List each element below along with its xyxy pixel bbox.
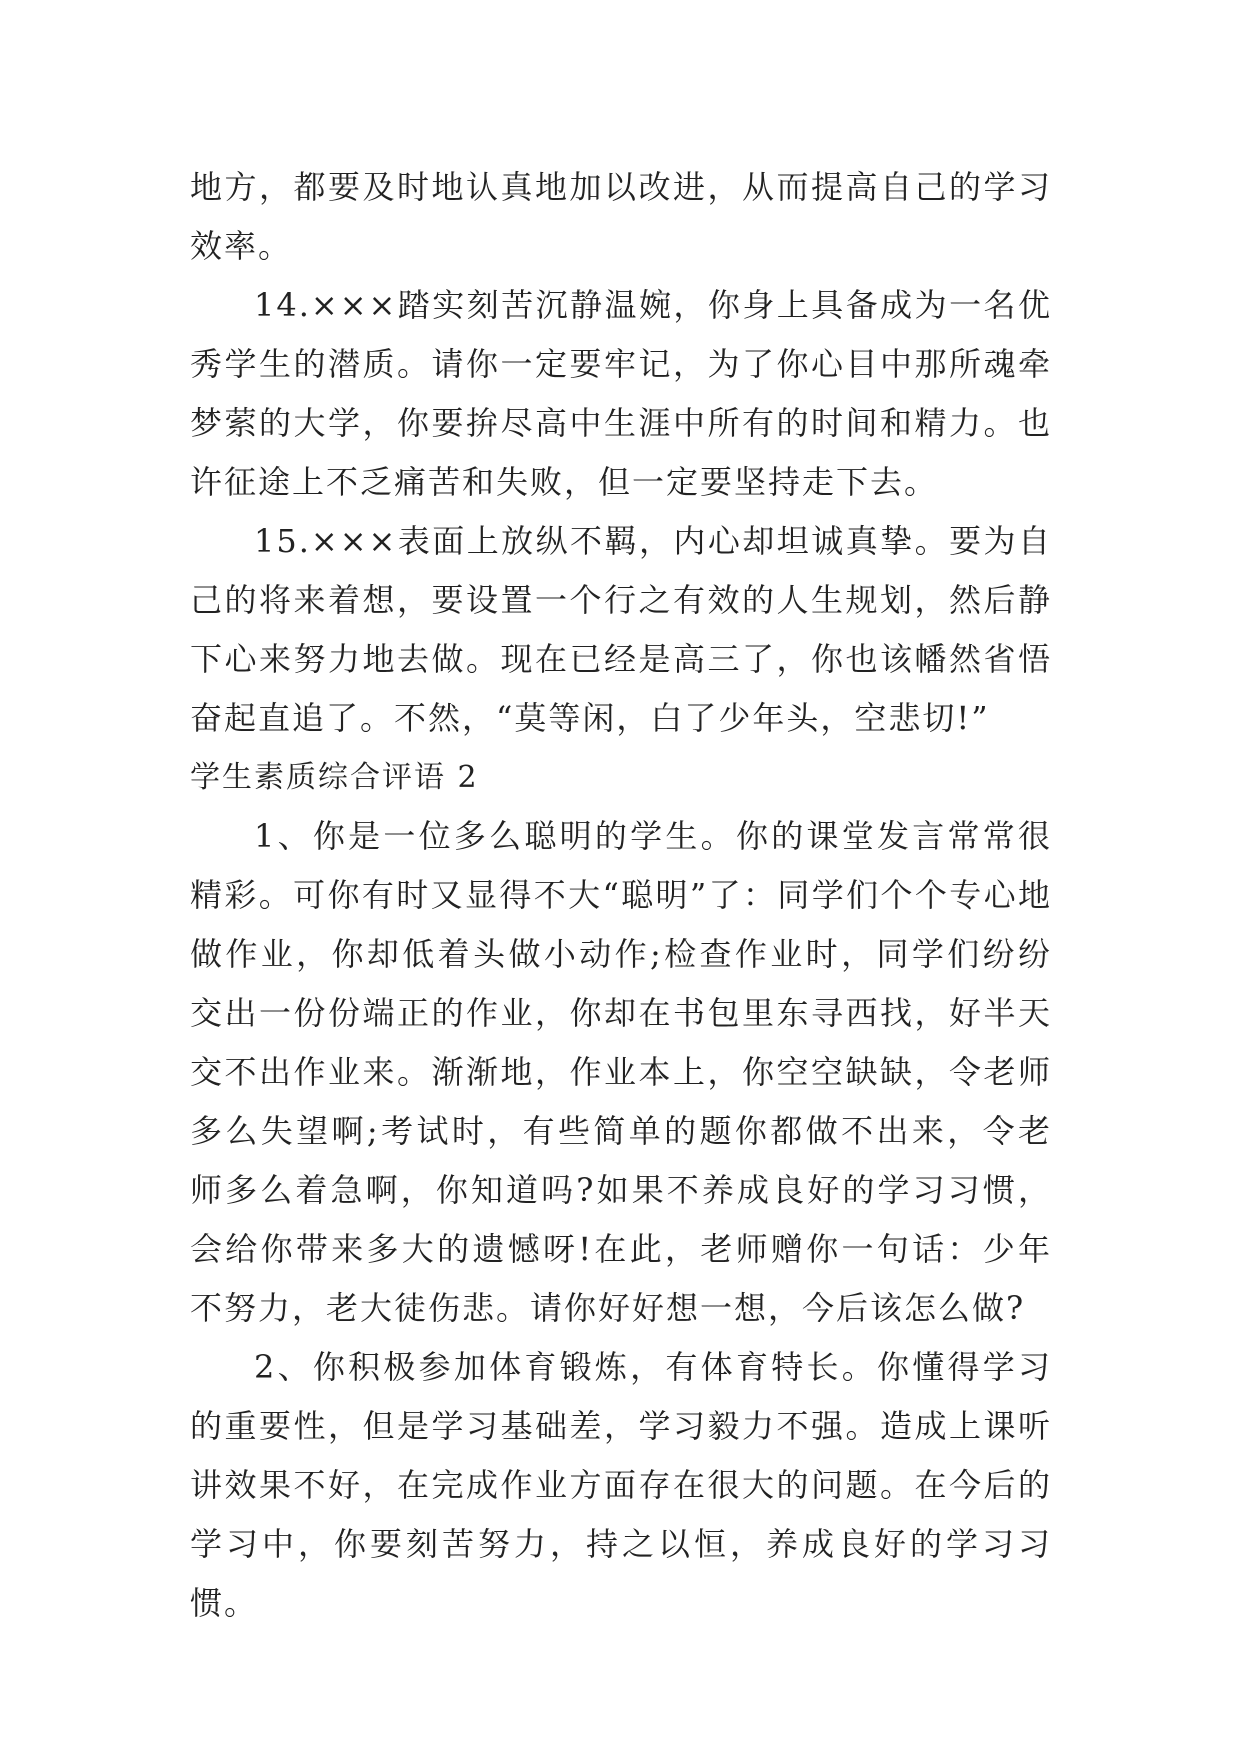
paragraph-item-15: 15.×××表面上放纵不羁，内心却坦诚真挚。要为自己的将来着想，要设置一个行之有效的人生规划，然后静下心来努力地去做。现在已经是高三了，你也该幡然省悟奋起直追了。不然，“莫等闲，白了少年头，空悲切!” xyxy=(190,522,1052,737)
document-body xyxy=(190,158,1052,1633)
paragraph-item-14: 14.×××踏实刻苦沉静温婉，你身上具备成为一名优秀学生的潜质。请你一定要牢记，为了你心目中那所魂牵梦萦的大学，你要拚尽高中生涯中所有的时间和精力。也许征途上不乏痛苦和失败，但一定要坚持走下去。 xyxy=(190,286,1052,501)
section-heading: 学生素质综合评语 2 xyxy=(190,760,479,795)
paragraph-section-item-1: 1、你是一位多么聪明的学生。你的课堂发言常常很精彩。可你有时又显得不大“聪明”了：同学们个个专心地做作业，你却低着头做小动作;检查作业时，同学们纷纷交出一份份端正的作业，你却在书包里东寻西找，好半天交不出作业来。渐渐地，作业本上，你空空缺缺，令老师多么失望啊;考试时，有些简单的题你都做不出来，令老师多么着急啊，你知道吗?如果不养成良好的学习习惯，会给你带来多大的遗憾呀!在此，老师赠你一句话：少年不努力，老大徒伤悲。请你好好想一想，今后该怎么做? xyxy=(190,817,1052,1327)
paragraph-continuation: 地方，都要及时地认真地加以改进，从而提高自己的学习效率。 xyxy=(190,168,1052,265)
paragraph-section-item-2: 2、你积极参加体育锻炼，有体育特长。你懂得学习的重要性，但是学习基础差，学习毅力不强。造成上课听讲效果不好，在完成作业方面存在很大的问题。在今后的学习中，你要刻苦努力，持之以恒，养成良好的学习习惯。 xyxy=(190,1348,1052,1622)
